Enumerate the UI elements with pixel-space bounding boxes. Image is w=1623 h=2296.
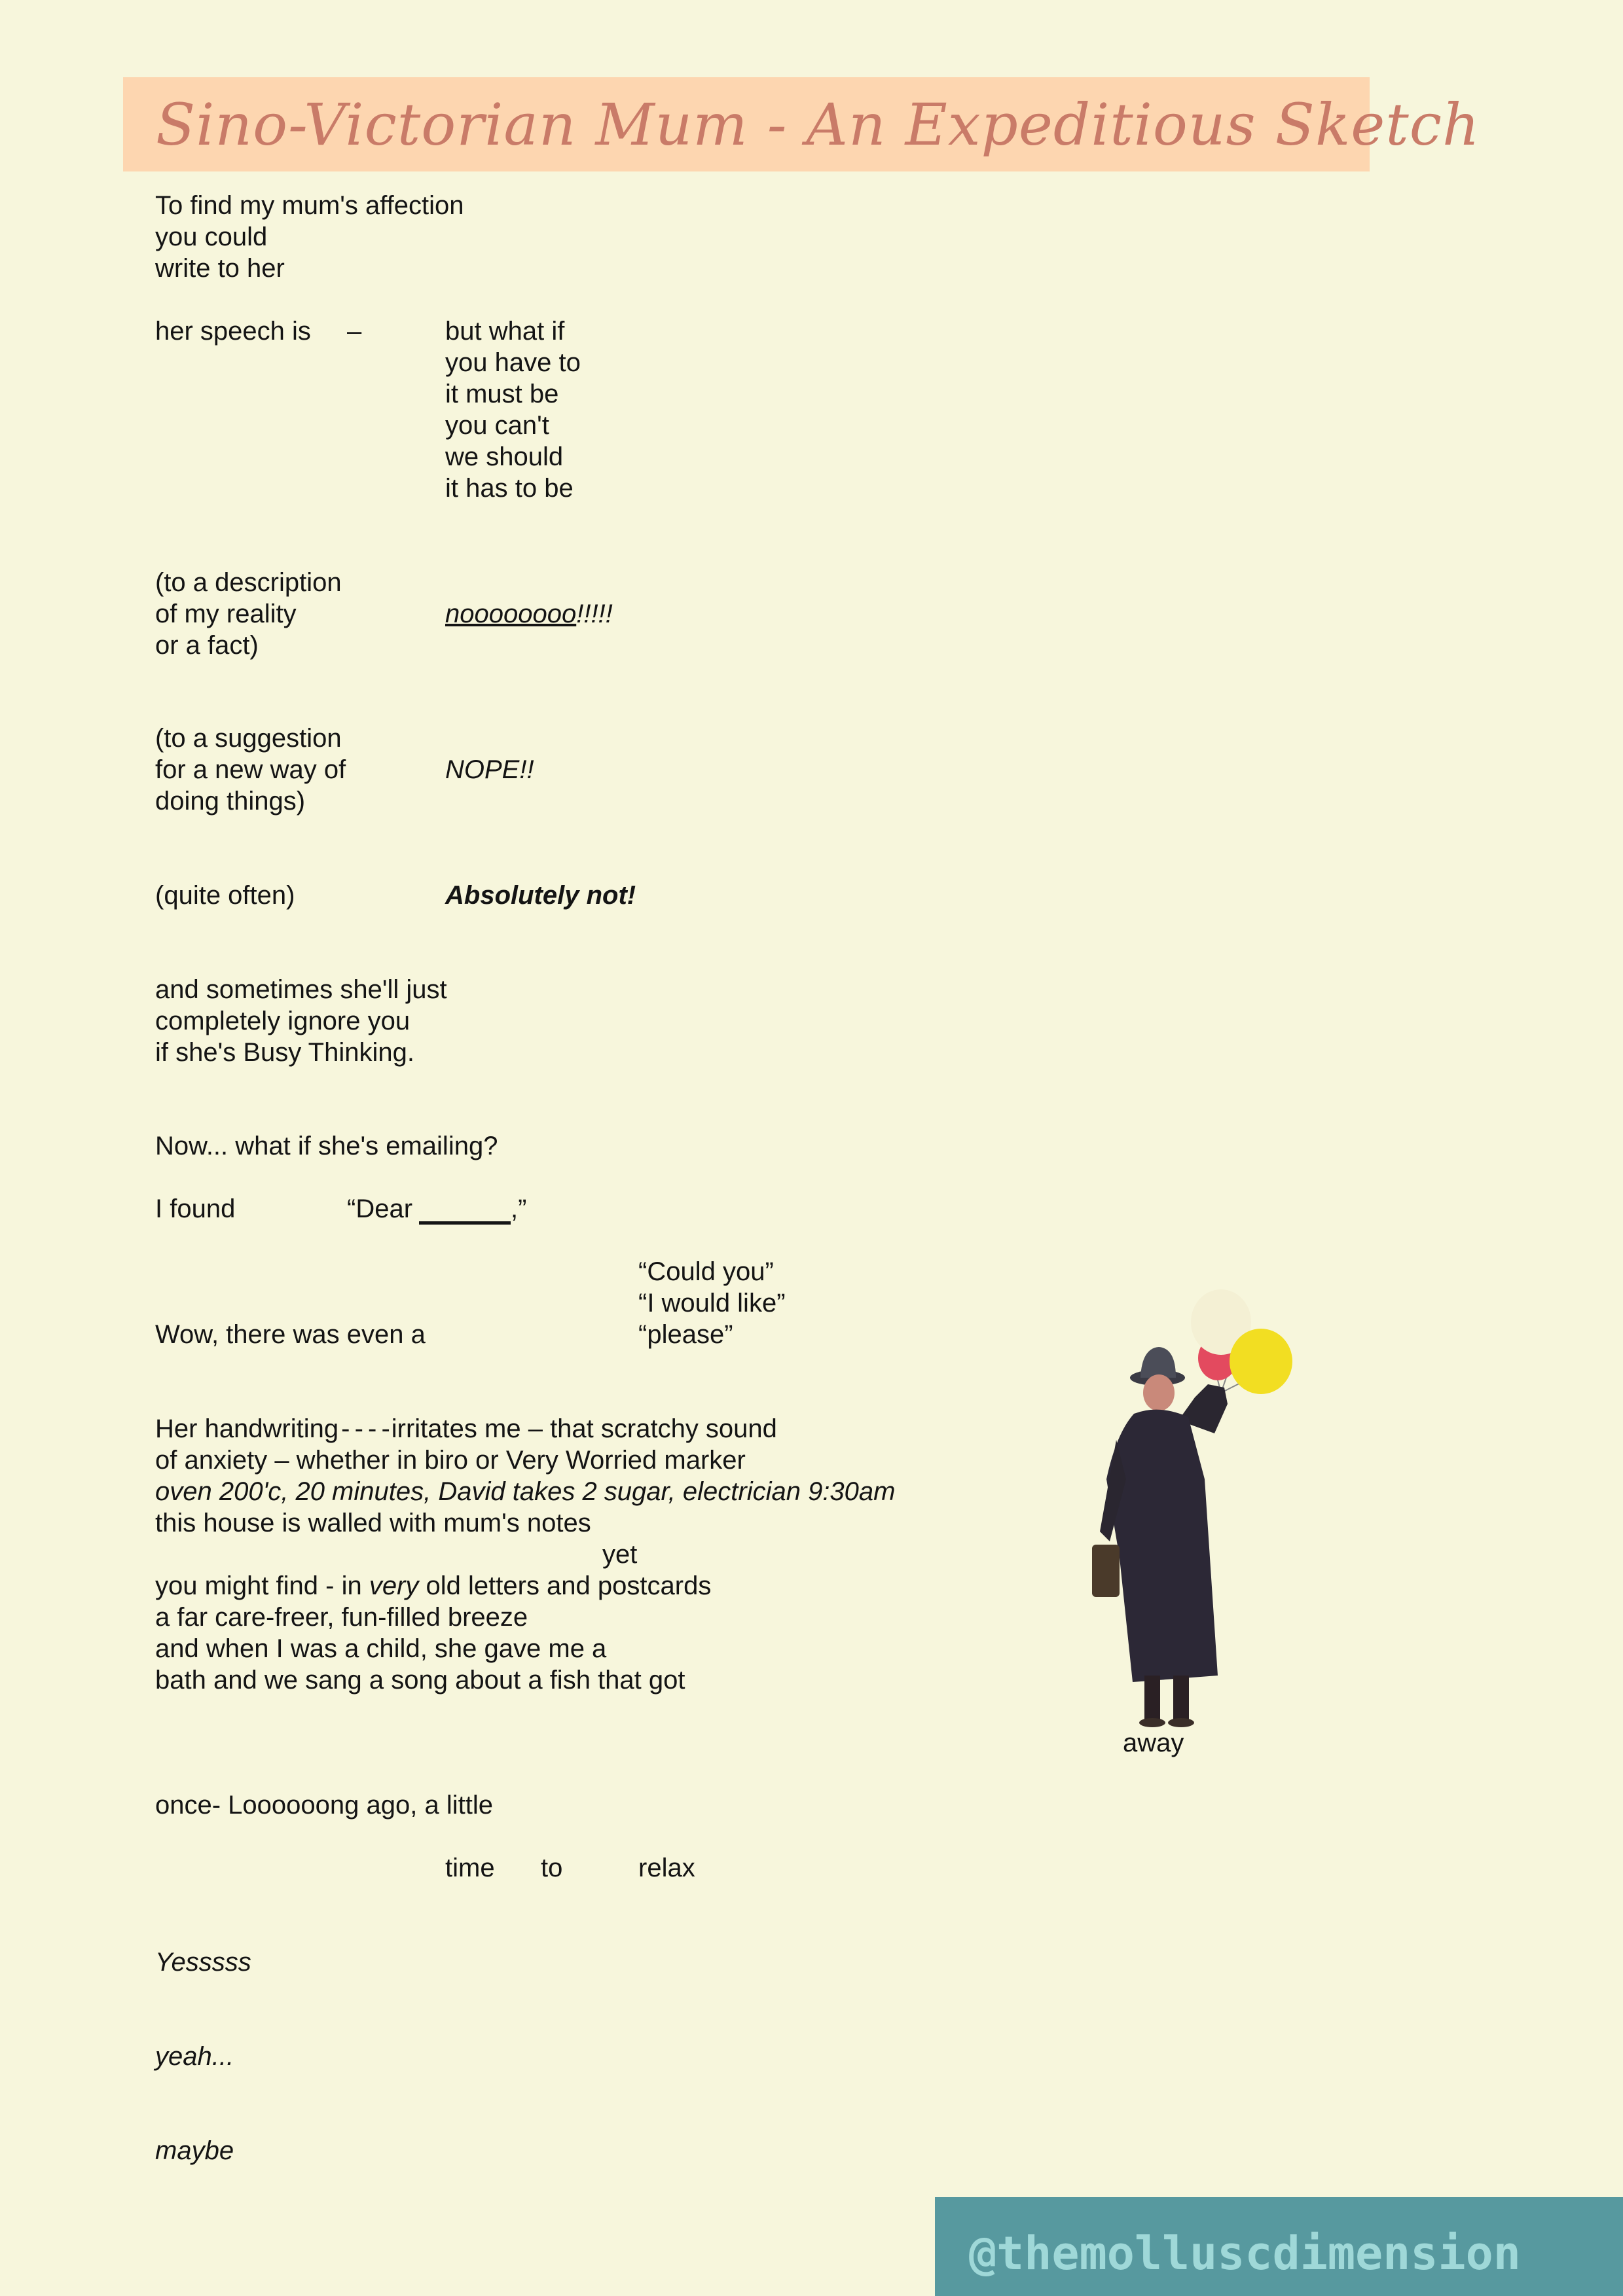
response-context: (to a suggestion xyxy=(155,724,342,753)
hat xyxy=(1140,1347,1176,1378)
speech-phrase: you have to xyxy=(445,348,581,377)
very-word: very xyxy=(369,1571,419,1600)
response-context: of my reality xyxy=(155,600,297,628)
relax-word: relax xyxy=(638,1854,695,1882)
reply-underlined: noooooooo xyxy=(445,600,577,628)
handwriting-line: a far care-freer, fun-filled breeze xyxy=(155,1603,528,1632)
handwriting-line xyxy=(155,1570,711,1602)
handwriting-line xyxy=(155,1413,777,1444)
email-question: Now... what if she's emailing? xyxy=(155,1132,498,1160)
speech-phrase: you can't xyxy=(445,411,549,440)
handwriting-dashes: - - - - xyxy=(341,1414,389,1443)
maybe-word: maybe xyxy=(155,2136,234,2165)
response-context: or a fact) xyxy=(155,631,259,660)
handwriting-text: irritates me xyxy=(391,1414,521,1443)
handwriting-text: Her handwriting xyxy=(155,1414,339,1443)
response-context: for a new way of xyxy=(155,755,346,784)
handwriting-text: – that scratchy sound xyxy=(528,1414,777,1443)
response-reply-noooo xyxy=(445,598,613,630)
response-context: (quite often) xyxy=(155,881,295,910)
page-title: Sino-Victorian Mum - An Expeditious Sketch xyxy=(156,91,1480,158)
long-coat xyxy=(1106,1410,1218,1682)
yellow-balloon xyxy=(1230,1329,1292,1394)
handwriting-text: you might find - in xyxy=(155,1571,369,1600)
speech-label: her speech is xyxy=(155,317,311,346)
mum-with-balloons-photo xyxy=(1080,1283,1316,1728)
response-context: doing things) xyxy=(155,787,306,816)
speech-phrase: it must be xyxy=(445,380,559,408)
footer-handle: @themolluscdimension xyxy=(969,2227,1521,2280)
ending-line: once- Loooooong ago, a little xyxy=(155,1791,493,1820)
yes-word: Yesssss xyxy=(155,1948,251,1977)
handwriting-text: old letters and postcards xyxy=(418,1571,712,1600)
found-label: I found xyxy=(155,1194,236,1223)
response-reply-nope: NOPE!! xyxy=(445,755,534,784)
handwriting-line: of anxiety – whether in biro or Very Worried marker xyxy=(155,1446,746,1475)
to-word: to xyxy=(541,1854,563,1882)
intro-line: write to her xyxy=(155,254,285,283)
polite-phrase: “Could you” xyxy=(638,1257,774,1286)
speech-dash: – xyxy=(347,317,362,346)
speech-phrase: we should xyxy=(445,442,564,471)
yet-word: yet xyxy=(602,1540,638,1569)
response-reply-absolutely-not: Absolutely not! xyxy=(445,881,636,910)
away-word: away xyxy=(1123,1729,1184,1757)
ignore-line: completely ignore you xyxy=(155,1007,410,1035)
reply-exclamations: !!!!! xyxy=(576,600,613,628)
handwriting-line: this house is walled with mum's notes xyxy=(155,1509,591,1537)
handwriting-line: bath and we sang a song about a fish that got xyxy=(155,1666,685,1695)
dear-greeting xyxy=(347,1193,526,1225)
polite-phrase: “I would like” xyxy=(638,1289,786,1318)
dear-blank xyxy=(419,1199,511,1225)
even-label: Wow, there was even a xyxy=(155,1320,426,1349)
handwriting-line: and when I was a child, she gave me a xyxy=(155,1634,607,1663)
dear-prefix: “Dear xyxy=(347,1194,413,1223)
polite-phrase: “please” xyxy=(638,1320,733,1349)
speech-phrase: but what if xyxy=(445,317,565,346)
handbag xyxy=(1092,1545,1120,1597)
intro-line: you could xyxy=(155,223,268,251)
footer-banner xyxy=(935,2197,1623,2296)
response-context: (to a description xyxy=(155,568,342,597)
speech-phrase: it has to be xyxy=(445,474,574,503)
face xyxy=(1143,1374,1175,1411)
title-banner xyxy=(123,77,1480,171)
dear-suffix: ,” xyxy=(511,1194,527,1223)
notes-line: oven 200'c, 20 minutes, David takes 2 sugar, electrician 9:30am xyxy=(155,1477,896,1506)
time-word: time xyxy=(445,1854,495,1882)
ignore-line: if she's Busy Thinking. xyxy=(155,1038,414,1067)
ignore-line: and sometimes she'll just xyxy=(155,975,447,1004)
intro-line: To find my mum's affection xyxy=(155,191,464,220)
yeah-word: yeah... xyxy=(155,2042,234,2071)
